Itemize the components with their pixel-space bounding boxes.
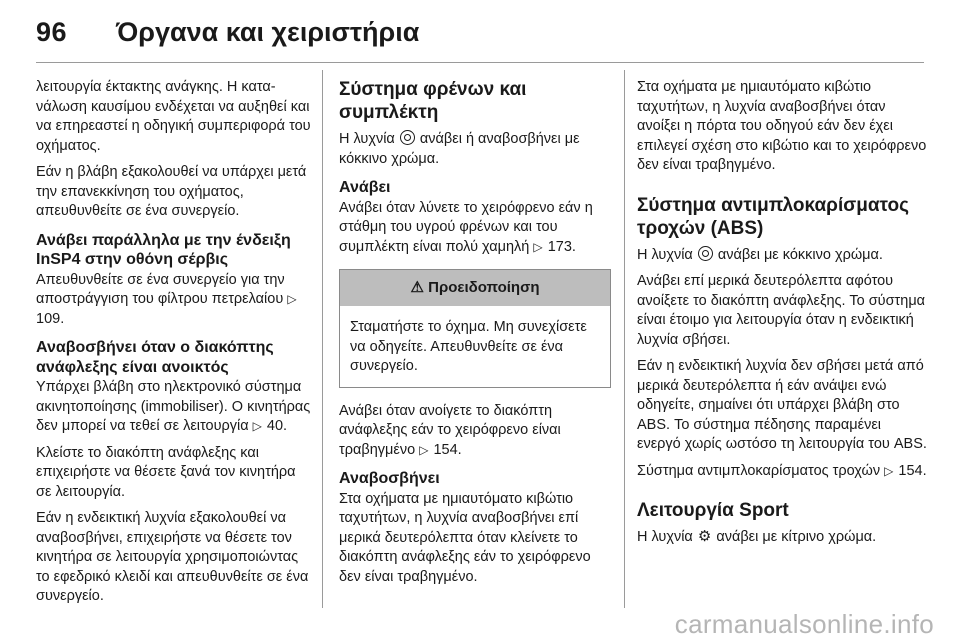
subheading: Αναβοσβήνει όταν ο διακόπτης ανάφλεξης είναι ανοικτός — [36, 339, 274, 376]
paragraph-text: ανάβει ή αναβοσβήνει με κόκκινο χρώμα. — [339, 131, 580, 167]
paragraph — [36, 378, 314, 437]
warning-triangle-icon: ⚠ — [410, 279, 424, 296]
page-number: 96 — [36, 17, 68, 47]
paragraph — [339, 199, 611, 258]
column-divider — [624, 70, 625, 608]
page-header — [0, 0, 960, 62]
paragraph-text: Η λυχνία — [637, 246, 693, 263]
paragraph — [637, 462, 927, 482]
warning-header — [340, 270, 610, 306]
paragraph — [339, 402, 611, 461]
page-reference[interactable]: 109. — [36, 310, 65, 327]
page-reference-icon: ▷ — [884, 463, 894, 478]
subheading: Ανάβει — [339, 179, 391, 196]
page-title: Όργανα και χειριστήρια — [116, 17, 420, 47]
paragraph: Εάν η βλάβη εξακολουθεί να υπάρχει μετά την επανεκκίνηση του οχήματος, απευθυνθείτε σε ένα συνεργείο. — [36, 164, 307, 219]
brake-warning-lamp-icon — [400, 130, 415, 145]
paragraph: Στα οχήματα με ημιαυτόματο κιβώτιο ταχυτήτων, η λυχνία αναβοσβήνει όταν ανοίξει η πόρτα του οδηγού εάν δεν έχει επιλεγεί σχέση στο κιβώτιο και το χειρόφρενο δεν είναι τραβηγμένο. — [637, 79, 927, 173]
paragraph-text: Ανάβει όταν ανοίγετε το διακόπτη ανάφλεξης εάν το χειρόφρενο είναι τραβηγμένο — [339, 402, 561, 458]
paragraph-text: Υπάρχει βλάβη στο ηλεκτρονικό σύστημα ακινητοποίησης (immobiliser). Ο κινητήρας δεν μπορεί να τεθεί σε λειτουργία — [36, 379, 311, 434]
page-reference-icon: ▷ — [419, 442, 429, 457]
sport-mode-lamp-icon: ⚙ — [697, 528, 712, 545]
warning-body: Σταματήστε το όχημα. Μη συνεχίσετε να οδηγείτε. Απευθυνθείτε σε ένα συνεργείο. — [350, 319, 587, 374]
paragraph: λειτουργία έκτακτης ανάγκης. Η κατανάλωση καυσίμου ενδέχεται να αυξηθεί και να επηρεαστεί η οδηγική συμπεριφορά του οχήματος. — [36, 79, 311, 154]
paragraph: Εάν η ενδεικτική λυχνία εξακολουθεί να αναβοσβήνει, επιχειρήστε να θέσετε τον κινητήρα σε λειτουργία χρησιμοποιώντας το εφεδρικό κλειδί και απευθυνθείτε σε ένα συνεργείο. — [36, 510, 309, 604]
paragraph: Ανάβει επί μερικά δευτερόλεπτα αφότου ανοίξετε το διακόπτη ανάφλεξης. Το σύστημα είναι έτοιμο για λειτουργία όταν η ενδεικτική λυχνία σβήσει. — [637, 273, 926, 348]
subheading: Ανάβει παράλληλα με την ένδειξη InSP4 στην οθόνη σέρβις — [36, 231, 291, 268]
watermark: carmanualsonline.info — [674, 609, 934, 639]
column-middle — [339, 78, 611, 594]
paragraph: Κλείστε το διακόπτη ανάφλεξης και επιχειρήστε να θέσετε ξανά τον κινητήρα σε λειτουργία. — [36, 444, 296, 500]
paragraph — [637, 528, 927, 548]
page-reference-icon: ▷ — [252, 419, 262, 433]
paragraph — [339, 130, 611, 169]
column-left — [36, 78, 314, 614]
paragraph-text: Η λυχνία — [637, 529, 693, 545]
column-divider — [322, 70, 323, 608]
warning-box — [339, 269, 611, 388]
section-title: Λειτουργία Sport — [637, 500, 789, 521]
subheading: Αναβοσβήνει — [339, 470, 440, 487]
page-reference-icon: ▷ — [287, 292, 297, 306]
column-right — [637, 78, 927, 555]
paragraph: Στα οχήματα με ημιαυτόματο κιβώτιο ταχυτήτων, η λυχνία αναβοσβήνει επί μερικά δευτερόλεπτα όταν κλείνετε το διακόπτη ανάφλεξης εάν το χειρόφρενο δεν είναι τραβηγμένο. — [339, 490, 591, 585]
section-title: Σύστημα αντιμπλοκαρίσματος τροχών (ABS) — [637, 194, 909, 239]
paragraph — [36, 271, 314, 330]
paragraph-text: Η λυχνία — [339, 131, 395, 147]
section-title: Σύστημα φρένων και συμπλέκτη — [339, 79, 527, 123]
paragraph-text: ανάβει με κίτρινο χρώμα. — [716, 529, 877, 545]
page-reference[interactable]: 173. — [547, 238, 576, 255]
paragraph: Εάν η ενδεικτική λυχνία δεν σβήσει μετά από μερικά δευτερόλεπτα ή εάν ανάψει ενώ οδηγείτε, σημαίνει ότι υπάρχει βλάβη στο ABS. Το σύστημα πέδησης παραμένει ενεργό χωρίς ωστόσο τη λειτουργία του ABS. — [637, 358, 927, 452]
page-reference-icon: ▷ — [533, 239, 543, 254]
paragraph-text: ανάβει με κόκκινο χρώμα. — [717, 246, 883, 263]
paragraph-text: Ανάβει όταν λύνετε το χειρόφρενο εάν η στάθμη του υγρού φρένων και του συμπλέκτη είναι πολύ χαμηλή — [339, 199, 593, 255]
header-divider — [36, 62, 924, 63]
page-reference[interactable]: 154. — [433, 441, 462, 458]
abs-warning-lamp-icon — [698, 246, 713, 261]
page-reference[interactable]: 40. — [266, 418, 288, 434]
paragraph-text: Απευθυνθείτε σε ένα συνεργείο για την αποστράγγιση του φίλτρου πετρελαίου — [36, 271, 285, 307]
warning-title: Προειδοποίηση — [428, 279, 540, 296]
page-reference[interactable]: 154. — [898, 462, 927, 479]
paragraph — [637, 246, 927, 266]
paragraph-text: Σύστημα αντιμπλοκαρίσματος τροχών — [637, 462, 881, 479]
